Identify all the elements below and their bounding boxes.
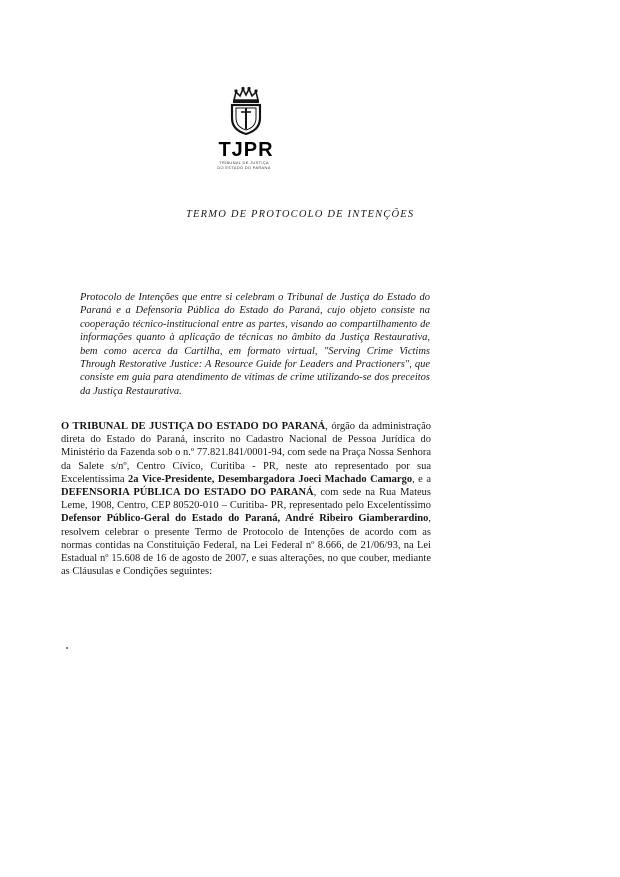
tjpr-logo [216,86,276,170]
party1-representative: 2a Vice-Presidente, Desembargadora Joeci Machado Camargo [128,473,413,485]
logo-subtext-2: DO ESTADO DO PARANÁ [217,165,271,170]
document-title: TERMO DE PROTOCOLO DE INTENÇÕES [186,209,415,220]
party2-name: DEFENSORIA PÚBLICA DO ESTADO DO PARANÁ [61,487,314,499]
body-part-2: , e a [412,473,431,485]
party1-name: O TRIBUNAL DE JUSTIÇA DO ESTADO DO PARANÁ [61,421,326,432]
body-part-1: , órgão da administração direta do Estado do Paraná, inscrito no Cadastro Nacional de Pessoa Jurídica do Ministério da Fazenda sob o n.º 77.821.841/0001-94, com sede na Praça Nossa Senhora da Salete s/nº, Centro Cívico, Curitiba - PR, neste ato representado por sua Excelentíssima [61,421,431,485]
logo-subtext-1: TRIBUNAL DE JUSTIÇA [219,160,269,165]
preamble-paragraph: Protocolo de Intenções que entre si celebram o Tribunal de Justiça do Estado do Paraná e a Defensoria Pública do Estado do Paraná, cujo objeto consiste na cooperação técnico-institucional entre as partes, visando ao compartilhamento de informações quanto à aplicação de técnicas no âmbito da Justiça Restaurativa, bem como acerca da Cartilha, em formato virtual, "Serving Crime Victims Through Restorative Justice: A Resource Guide for Leaders and Practioners", que consiste em guia para atendimento de vítimas de crime utilizando-se dos preceitos da Justiça Restaurativa. [80,292,430,397]
body-paragraph [61,420,431,578]
coat-of-arms-icon [224,86,268,136]
logo-wordmark: TJPR [218,139,274,161]
body-part-3: , com sede na Rua Mateus Leme, 1908, Centro, CEP 80520-010 – Curitiba- PR, representado pelo Excelentíssimo [61,487,431,512]
scan-speck [66,647,68,649]
party2-representative: Defensor Público-Geral do Estado do Paraná, André Ribeiro Giamberardino [61,513,429,525]
body-part-4: , resolvem celebrar o presente Termo de Protocolo de Intenções de acordo com as normas contidas na Constituição Federal, na Lei Federal nº 8.666, de 21/06/93, na Lei Estadual nº 15.608 de 16 de agosto de 2007, e suas alterações, no que couber, mediante as Cláusulas e Condições seguintes: [61,513,431,578]
